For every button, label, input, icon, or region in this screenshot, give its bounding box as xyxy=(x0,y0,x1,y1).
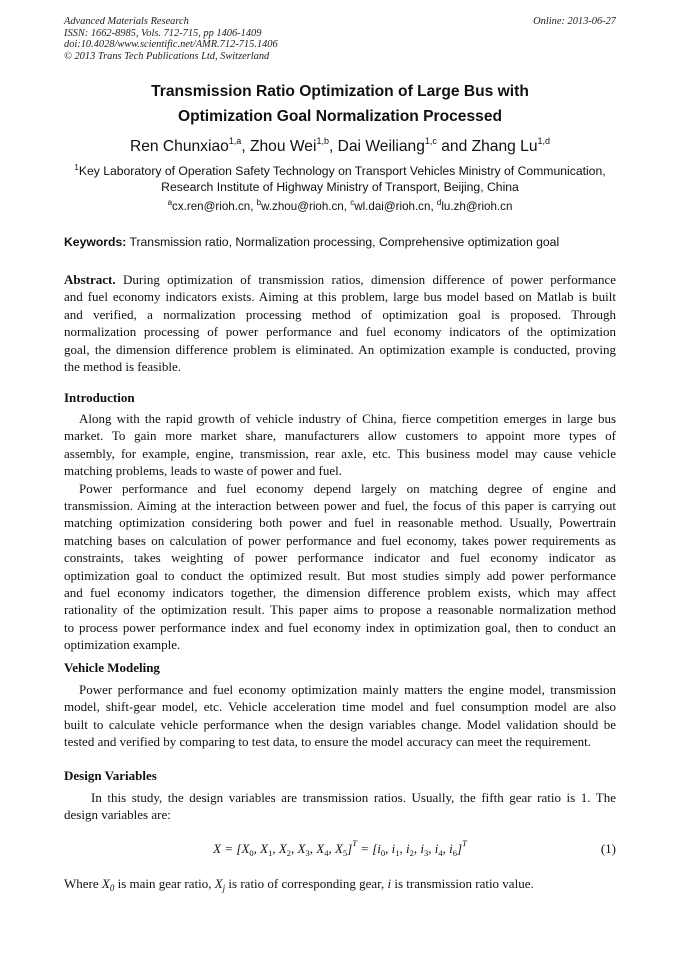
author-list xyxy=(64,137,616,157)
author: Ren Chunxiao$^{1,a}$, xyxy=(129,136,250,155)
journal-doi: doi:10.4028/www.scientific.net/AMR.712-715.1406 xyxy=(64,39,278,51)
email[interactable]: $^c$wl.dai@rioh.cn xyxy=(350,198,431,213)
journal-issn: ISSN: 1662-8985, Vols. 712-715, pp 1406-1409 xyxy=(64,27,262,39)
equation-1 xyxy=(64,838,616,860)
equation-number: (1) xyxy=(600,841,616,856)
section-heading-vehicle-modeling: Vehicle Modeling xyxy=(64,660,160,675)
keywords-label: Keywords: xyxy=(64,235,127,249)
author: Dai Weiliang$^{1,c}$ and xyxy=(337,136,472,155)
keywords-text: Transmission ratio, Normalization processing, Comprehensive optimization goal xyxy=(126,235,560,249)
abstract: Abstract. During optimization of transmission ratios, dimension difference of power performance and fuel economy indicators exists. Aiming at this problem, large bus model based on Matlab is built and verified, a normalization processing method of optimization goal is proposed. Through normalization processing of power performance and fuel economy indicators of the optimization goal, the dimension difference problem is eliminated. An optimization example is conducted, proving the method is feasible. xyxy=(64,272,616,375)
journal-name: Advanced Materials Research xyxy=(64,16,189,27)
author: Zhang Lu$^{1,d}$ xyxy=(471,136,551,155)
author: Zhou Wei$^{1,b}$, xyxy=(249,136,338,155)
variable-definitions: Where $X_0$ is main gear ratio, $X_j$ is ratio of corresponding gear, i is transmission ratio value. xyxy=(64,876,534,893)
email[interactable]: $^b$w.zhou@rioh.cn xyxy=(256,198,344,213)
vehicle-modeling-body: Power performance and fuel economy optimization mainly matters the engine model, transmission model, shift-gear model, etc. Vehicle acceleration time model and fuel consumption model are also built to calculate vehicle performance when the design variables change. Model validation should be tested and verified by comparing to test data, to ensure the model accuracy can meet the requirement. xyxy=(64,682,616,750)
paper-title-line-2: Optimization Goal Normalization Processed xyxy=(177,108,503,125)
journal-copyright: © 2013 Trans Tech Publications Ltd, Switzerland xyxy=(64,50,270,62)
section-heading-design-variables: Design Variables xyxy=(64,768,157,783)
keywords xyxy=(64,234,616,250)
equation-body: $X = [X_0$, $X_1$, $X_2$, $X_3$, $X_4$, $X_5]^T = [i_0$, $i_1$, $i_2$, $i_3$, $i_4$, $i_6]^T$ xyxy=(213,838,467,858)
online-date: Online: 2013-06-27 xyxy=(533,16,616,27)
abstract-label: Abstract. xyxy=(64,272,116,287)
affiliation: $^1$Key Laboratory of Operation Safety Technology on Transport Vehicles Ministry of Communication, Research Institute of Highway Ministry of Transport, Beijing, China xyxy=(74,163,606,194)
journal-header xyxy=(64,16,616,62)
section-heading-introduction: Introduction xyxy=(64,390,135,405)
author-emails: $^a$cx.ren@rioh.cn, $^b$w.zhou@rioh.cn, $^c$wl.dai@rioh.cn, $^d$lu.zh@rioh.cn xyxy=(167,198,513,213)
paper-title-line-1: Transmission Ratio Optimization of Large Bus with xyxy=(151,83,529,100)
design-variables-body: In this study, the design variables are transmission ratios. Usually, the fifth gear ratio is 1. The design variables are: xyxy=(64,790,616,823)
email[interactable]: $^a$cx.ren@rioh.cn xyxy=(167,198,251,213)
introduction-body: Along with the rapid growth of vehicle industry of China, fierce competition emerges in large bus market. To gain more market share, manufacturers allow customers to appoint more types of assembly, for example, engine, transmission, rear axle, etc. This business model may cause vehicle matching problems, leads to waste of power and fuel. Power performance and fuel economy depend largely on matching degree of engine and transmission. Aiming at the interaction between power and fuel, the focus of this paper is carrying out matching optimization considering both power and fuel in reasonable method. Usually, Powertrain matching bases on calculation of power performance and fuel economy, takes power requirements as constraints, takes weighting of power performance indicator and fuel economy indicator as optimization goal to conduct the optimized result. But most studies simply add power performance and fuel economy indicators together, the dimension difference problem exists, which may affect rationality of the optimization result. This paper aims to propose a reasonable normalization method to process power performance index and fuel economy index in optimization goal, then to conduct an optimization example. xyxy=(64,411,616,653)
email[interactable]: $^d$lu.zh@rioh.cn xyxy=(436,198,513,213)
